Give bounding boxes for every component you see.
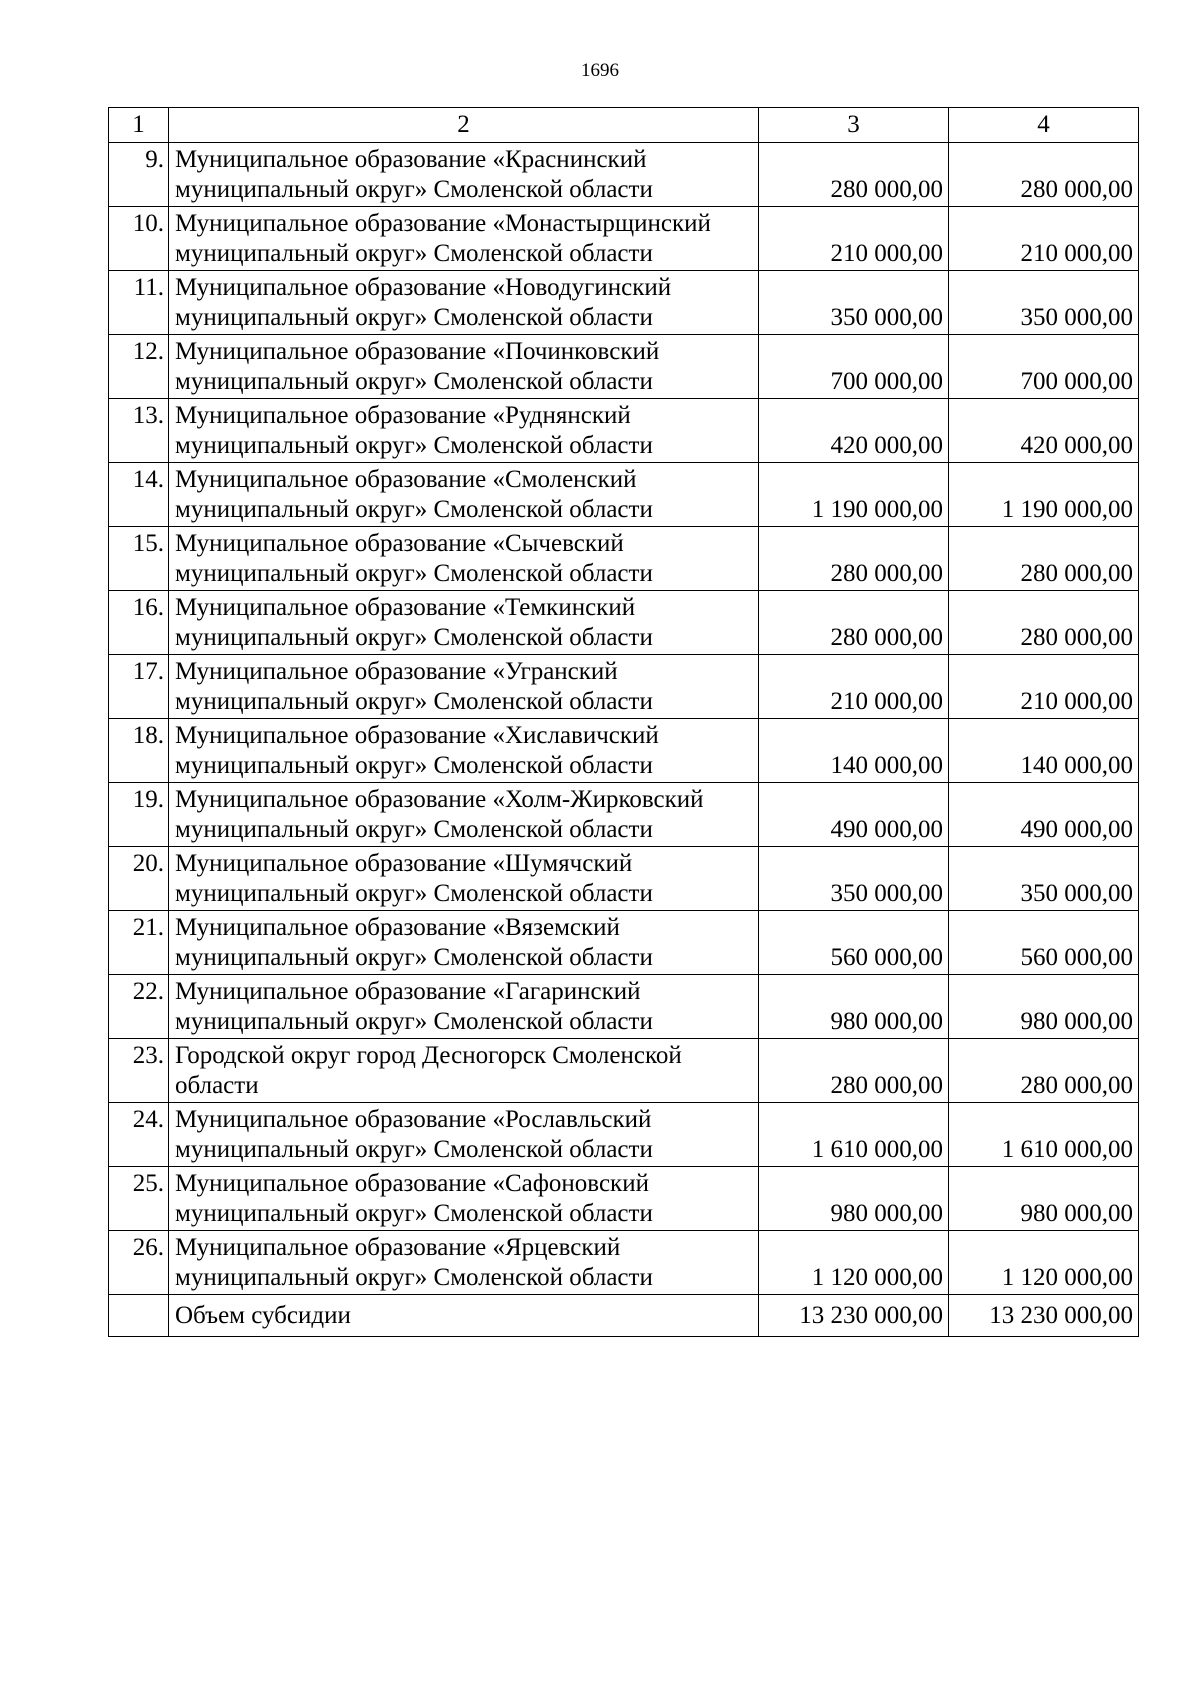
amount-col3: 1 120 000,00 — [759, 1231, 949, 1295]
row-number: 12. — [109, 335, 169, 399]
subsidy-table — [108, 107, 1139, 1337]
amount-col3: 350 000,00 — [759, 271, 949, 335]
table-row — [109, 463, 1139, 527]
row-number: 16. — [109, 591, 169, 655]
amount-col3: 280 000,00 — [759, 143, 949, 207]
amount-col4: 1 610 000,00 — [949, 1103, 1139, 1167]
table-row — [109, 335, 1139, 399]
amount-col3: 560 000,00 — [759, 911, 949, 975]
amount-col3: 210 000,00 — [759, 655, 949, 719]
row-number: 24. — [109, 1103, 169, 1167]
amount-col4: 350 000,00 — [949, 271, 1139, 335]
header-cell-4: 4 — [949, 108, 1139, 143]
row-number: 13. — [109, 399, 169, 463]
municipality-name: Муниципальное образование «Починковский муниципальный округ» Смоленской области — [169, 335, 759, 399]
amount-col3: 280 000,00 — [759, 527, 949, 591]
amount-col3: 210 000,00 — [759, 207, 949, 271]
table-row — [109, 399, 1139, 463]
municipality-name: Муниципальное образование «Ярцевский муниципальный округ» Смоленской области — [169, 1231, 759, 1295]
table-row — [109, 847, 1139, 911]
amount-col3: 350 000,00 — [759, 847, 949, 911]
total-col4: 13 230 000,00 — [949, 1295, 1139, 1337]
row-number: 19. — [109, 783, 169, 847]
municipality-name: Муниципальное образование «Холм-Жирковский муниципальный округ» Смоленской области — [169, 783, 759, 847]
row-number: 11. — [109, 271, 169, 335]
table-row — [109, 271, 1139, 335]
amount-col4: 1 120 000,00 — [949, 1231, 1139, 1295]
table-row — [109, 1103, 1139, 1167]
amount-col3: 1 610 000,00 — [759, 1103, 949, 1167]
table-row — [109, 911, 1139, 975]
amount-col4: 280 000,00 — [949, 591, 1139, 655]
municipality-name: Муниципальное образование «Темкинский муниципальный округ» Смоленской области — [169, 591, 759, 655]
row-number: 22. — [109, 975, 169, 1039]
amount-col4: 280 000,00 — [949, 143, 1139, 207]
header-cell-3: 3 — [759, 108, 949, 143]
amount-col4: 350 000,00 — [949, 847, 1139, 911]
table-row — [109, 207, 1139, 271]
amount-col3: 980 000,00 — [759, 1167, 949, 1231]
table-row — [109, 1231, 1139, 1295]
municipality-name: Муниципальное образование «Рославльский муниципальный округ» Смоленской области — [169, 1103, 759, 1167]
total-col3: 13 230 000,00 — [759, 1295, 949, 1337]
table-header-row — [109, 108, 1139, 143]
amount-col4: 980 000,00 — [949, 975, 1139, 1039]
amount-col4: 280 000,00 — [949, 527, 1139, 591]
row-number: 10. — [109, 207, 169, 271]
page-number: 1696 — [581, 60, 619, 81]
header-cell-2: 2 — [169, 108, 759, 143]
row-number: 15. — [109, 527, 169, 591]
amount-col4: 210 000,00 — [949, 655, 1139, 719]
municipality-name: Муниципальное образование «Сафоновский муниципальный округ» Смоленской области — [169, 1167, 759, 1231]
table-row — [109, 719, 1139, 783]
amount-col3: 420 000,00 — [759, 399, 949, 463]
row-number: 17. — [109, 655, 169, 719]
municipality-name: Муниципальное образование «Сычевский муниципальный округ» Смоленской области — [169, 527, 759, 591]
amount-col4: 700 000,00 — [949, 335, 1139, 399]
row-number: 26. — [109, 1231, 169, 1295]
table-row — [109, 1167, 1139, 1231]
municipality-name: Муниципальное образование «Хиславичский муниципальный округ» Смоленской области — [169, 719, 759, 783]
municipality-name: Муниципальное образование «Смоленский муниципальный округ» Смоленской области — [169, 463, 759, 527]
amount-col4: 980 000,00 — [949, 1167, 1139, 1231]
row-number: 25. — [109, 1167, 169, 1231]
amount-col4: 1 190 000,00 — [949, 463, 1139, 527]
table-row — [109, 783, 1139, 847]
amount-col3: 280 000,00 — [759, 1039, 949, 1103]
amount-col3: 280 000,00 — [759, 591, 949, 655]
municipality-name: Городской округ город Десногорск Смоленской области — [169, 1039, 759, 1103]
total-label: Объем субсидии — [169, 1295, 759, 1337]
municipality-name: Муниципальное образование «Монастырщинский муниципальный округ» Смоленской области — [169, 207, 759, 271]
row-number: 14. — [109, 463, 169, 527]
table-row — [109, 591, 1139, 655]
amount-col3: 1 190 000,00 — [759, 463, 949, 527]
header-cell-1: 1 — [109, 108, 169, 143]
amount-col4: 210 000,00 — [949, 207, 1139, 271]
municipality-name: Муниципальное образование «Угранский муниципальный округ» Смоленской области — [169, 655, 759, 719]
amount-col4: 490 000,00 — [949, 783, 1139, 847]
municipality-name: Муниципальное образование «Новодугинский муниципальный округ» Смоленской области — [169, 271, 759, 335]
amount-col4: 140 000,00 — [949, 719, 1139, 783]
table-row — [109, 1039, 1139, 1103]
table-row — [109, 527, 1139, 591]
municipality-name: Муниципальное образование «Вяземский муниципальный округ» Смоленской области — [169, 911, 759, 975]
amount-col4: 420 000,00 — [949, 399, 1139, 463]
total-number — [109, 1295, 169, 1337]
municipality-name: Муниципальное образование «Руднянский муниципальный округ» Смоленской области — [169, 399, 759, 463]
amount-col4: 280 000,00 — [949, 1039, 1139, 1103]
amount-col4: 560 000,00 — [949, 911, 1139, 975]
municipality-name: Муниципальное образование «Шумячский муниципальный округ» Смоленской области — [169, 847, 759, 911]
table-row — [109, 143, 1139, 207]
row-number: 20. — [109, 847, 169, 911]
row-number: 9. — [109, 143, 169, 207]
amount-col3: 140 000,00 — [759, 719, 949, 783]
row-number: 18. — [109, 719, 169, 783]
municipality-name: Муниципальное образование «Краснинский муниципальный округ» Смоленской области — [169, 143, 759, 207]
municipality-name: Муниципальное образование «Гагаринский муниципальный округ» Смоленской области — [169, 975, 759, 1039]
table-row — [109, 655, 1139, 719]
amount-col3: 700 000,00 — [759, 335, 949, 399]
amount-col3: 980 000,00 — [759, 975, 949, 1039]
amount-col3: 490 000,00 — [759, 783, 949, 847]
row-number: 21. — [109, 911, 169, 975]
row-number: 23. — [109, 1039, 169, 1103]
table-row — [109, 975, 1139, 1039]
total-row — [109, 1295, 1139, 1337]
